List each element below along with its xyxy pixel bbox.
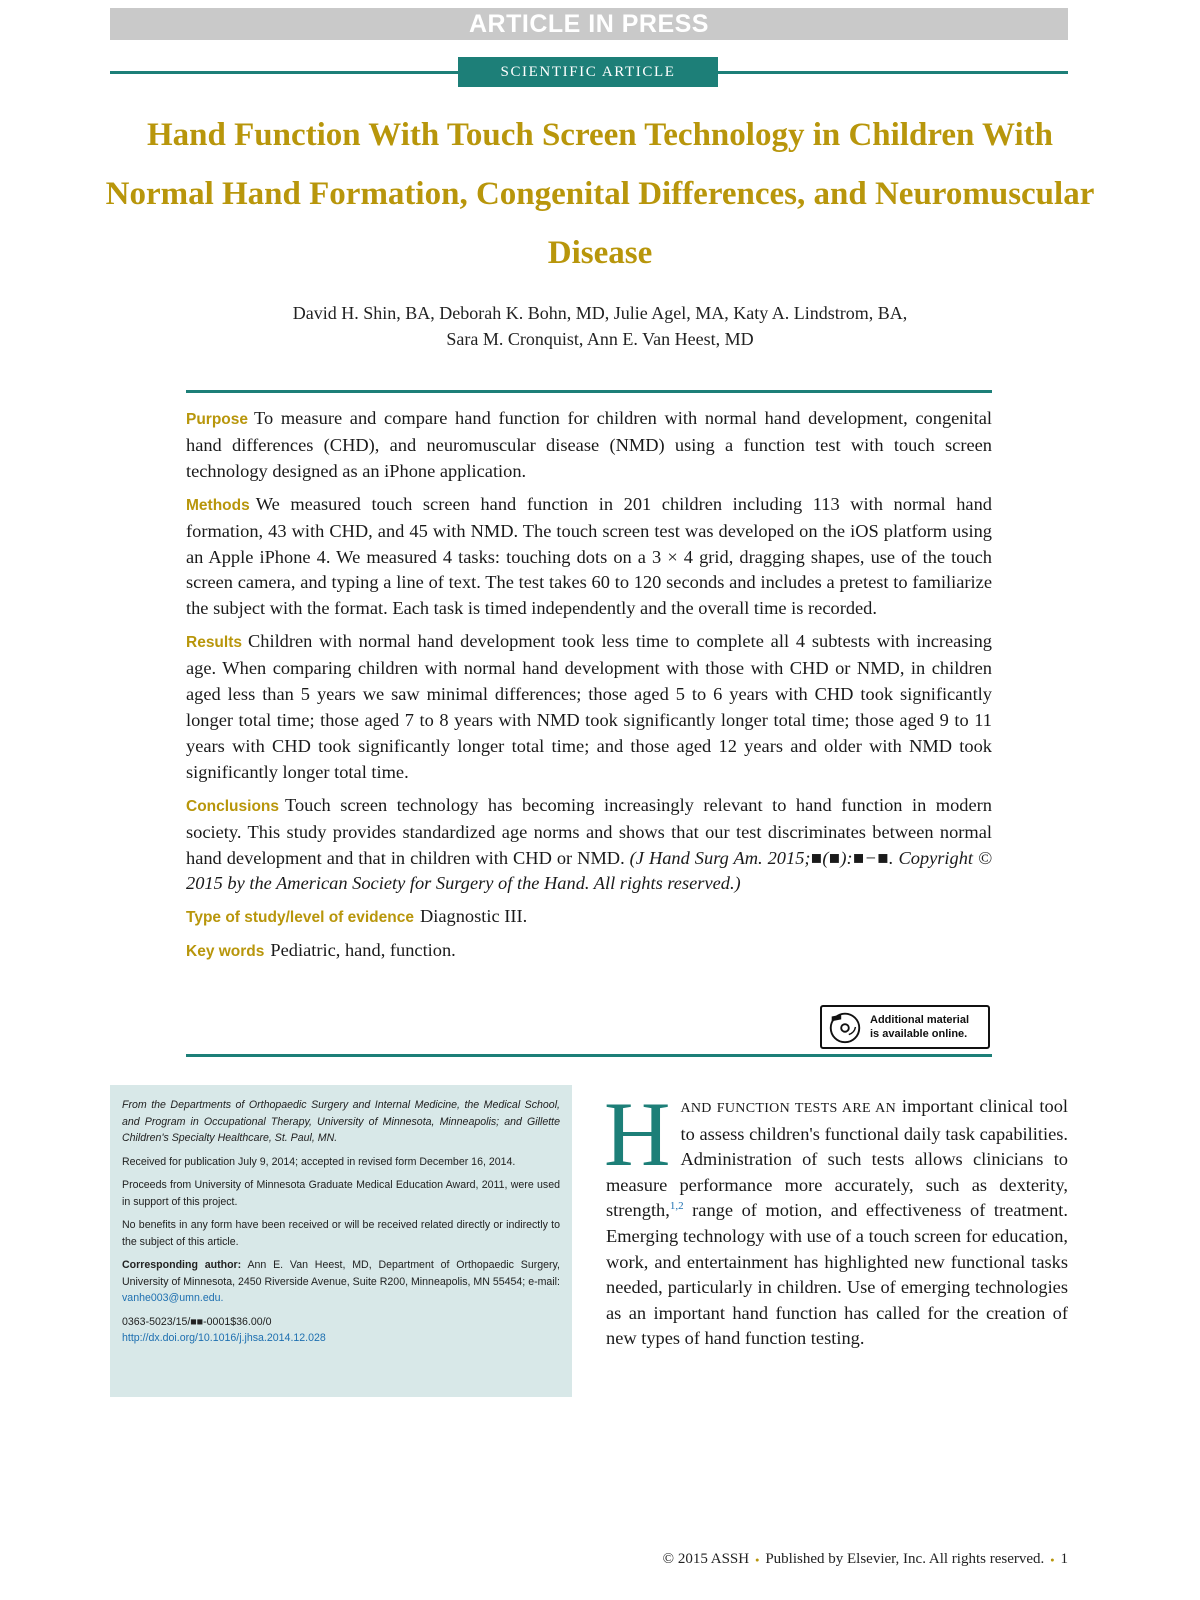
body-text-1: important clinical tool to assess children's functional daily task capabilities. Administration of such tests allows clinicians to measure performance more accurately, such as dexterity, strength, (606, 1096, 1068, 1221)
footer-bullet-2: ● (1050, 1555, 1055, 1564)
abstract-results (186, 629, 992, 785)
purpose-label: Purpose (186, 411, 249, 428)
abstract-conclusions (186, 793, 992, 898)
section-label: SCIENTIFIC ARTICLE (458, 57, 718, 87)
reference-link[interactable]: 1,2 (669, 1200, 684, 1213)
lead-smallcaps: AND FUNCTION TESTS ARE AN (680, 1101, 896, 1116)
corresponding-note (122, 1257, 560, 1307)
additional-material-text (870, 1013, 969, 1041)
keywords-text: Pediatric, hand, function. (270, 940, 456, 961)
footer-bullet-1: ● (755, 1555, 760, 1564)
abstract (186, 406, 992, 972)
disc-icon (826, 1008, 864, 1046)
methods-text: We measured touch screen hand function in 201 children including 113 with normal hand formation, 43 with CHD, and 45 with NMD. The touch screen test was developed on the iOS platform using an Apple iPhone 4. We measured 4 tasks: touching dots on a 3 × 4 grid, dragging shapes, use of the touch screen camera, and typing a line of text. The test takes 60 to 120 seconds and includes a pretest to familiarize the subject with the format. Each task is timed independently and the overall time is recorded. (186, 493, 992, 619)
doi-link[interactable]: http://dx.doi.org/10.1016/j.jhsa.2014.12.028 (122, 1332, 326, 1344)
issn-doi (122, 1314, 560, 1347)
email-label: e-mail: (528, 1275, 560, 1288)
page-number: 1 (1060, 1551, 1068, 1567)
affiliation-note: From the Departments of Orthopaedic Surgery and Internal Medicine, the Medical School, and Program in Occupational Therapy, University of Minnesota, Minneapolis; and Gillette Children's Specialty Healthcare, St. Paul, MN. (122, 1099, 560, 1144)
body-text-2: range of motion, and effectiveness of treatment. Emerging technology with use of a touch screen for education, work, and entertainment has highlighted new functional tasks needed, particularly in children. Use of emerging technologies as an important hand function has called for the creation of new types of hand function testing. (606, 1200, 1068, 1349)
journal-citation: (J Hand Surg Am. 2015;■(■):■−■. Copyright © 2015 by the American Society for Surgery of the Hand. All rights reserved.) (186, 847, 992, 894)
additional-material-line-2: is available online. (870, 1028, 968, 1040)
body-text-column (604, 1083, 1068, 1352)
corresponding-text: Ann E. Van Heest, MD, Department of Orthopaedic Surgery, University of Minnesota, 2450 Riverside Avenue, Suite R200, Minneapolis, MN 55454; (122, 1259, 561, 1288)
abstract-rule-top (186, 390, 992, 393)
abstract-rule-bottom (186, 1054, 992, 1057)
additional-material-line-1: Additional material (870, 1014, 970, 1026)
conclusions-label: Conclusions (186, 797, 280, 815)
article-in-press-banner: ARTICLE IN PRESS (110, 8, 1068, 40)
abstract-methods (186, 492, 992, 623)
funding-note: Proceeds from University of Minnesota Graduate Medical Education Award, 2011, were used in support of this project. (122, 1179, 560, 1208)
footer-copyright: © 2015 ASSH (662, 1551, 750, 1567)
abstract-study-type (186, 904, 992, 931)
abstract-keywords (186, 938, 992, 965)
section-rule-left (110, 71, 458, 74)
keywords-label: Key words (186, 943, 265, 961)
methods-label: Methods (186, 496, 250, 514)
author-list (140, 300, 1060, 352)
study-type-label: Type of study/level of evidence (186, 909, 414, 927)
author-line-2: Sara M. Cronquist, Ann E. Van Heest, MD (446, 329, 754, 349)
issn-text: 0363-5023/15/■■-0001$36.00/0 (122, 1315, 272, 1328)
received-note: Received for publication July 9, 2014; accepted in revised form December 16, 2014. (122, 1155, 516, 1168)
conclusions-text: Touch screen technology has becoming increasingly relevant to hand function in modern society. This study provides standardized age norms and shows that our test discriminates between normal hand development and that in children with CHD or NMD. (186, 794, 992, 868)
abstract-purpose (186, 406, 992, 485)
page-footer (663, 1551, 1068, 1568)
additional-material-badge[interactable] (820, 1005, 990, 1049)
drop-cap: H (604, 1083, 671, 1185)
corresponding-label: Corresponding author: (122, 1259, 242, 1271)
benefits-note: No benefits in any form have been received or will be received related directly or indirectly to the subject of this article. (122, 1219, 560, 1248)
footer-publisher: Published by Elsevier, Inc. All rights reserved. (765, 1551, 1045, 1567)
article-title: Hand Function With Touch Screen Technology in Children With Normal Hand Formation, Congenital Differences, and Neuromuscular Disease (105, 117, 1095, 271)
purpose-text: To measure and compare hand function for children with normal hand development, congenital hand differences (CHD), and neuromuscular disease (NMD) using a function test with touch screen technology designed as an iPhone application. (186, 408, 992, 481)
email-link[interactable]: vanhe003@umn.edu. (122, 1292, 224, 1304)
study-type-text: Diagnostic III. (419, 906, 528, 927)
section-rule-right (718, 71, 1068, 74)
article-info-box (110, 1085, 572, 1397)
results-label: Results (186, 634, 242, 652)
results-text: Children with normal hand development took less time to complete all 4 subtests with increasing age. When comparing children with normal hand development with those with CHD or NMD, in children aged less than 5 years we saw minimal differences; those aged 5 to 6 years with CHD took significantly longer total time; those aged 7 to 8 years with NMD took significantly longer total time; those aged 9 to 11 years with CHD took significantly longer total time; and those aged 12 years and older with NMD took significantly longer total time. (186, 631, 992, 782)
author-line-1: David H. Shin, BA, Deborah K. Bohn, MD, Julie Agel, MA, Katy A. Lindstrom, BA, (292, 303, 908, 323)
